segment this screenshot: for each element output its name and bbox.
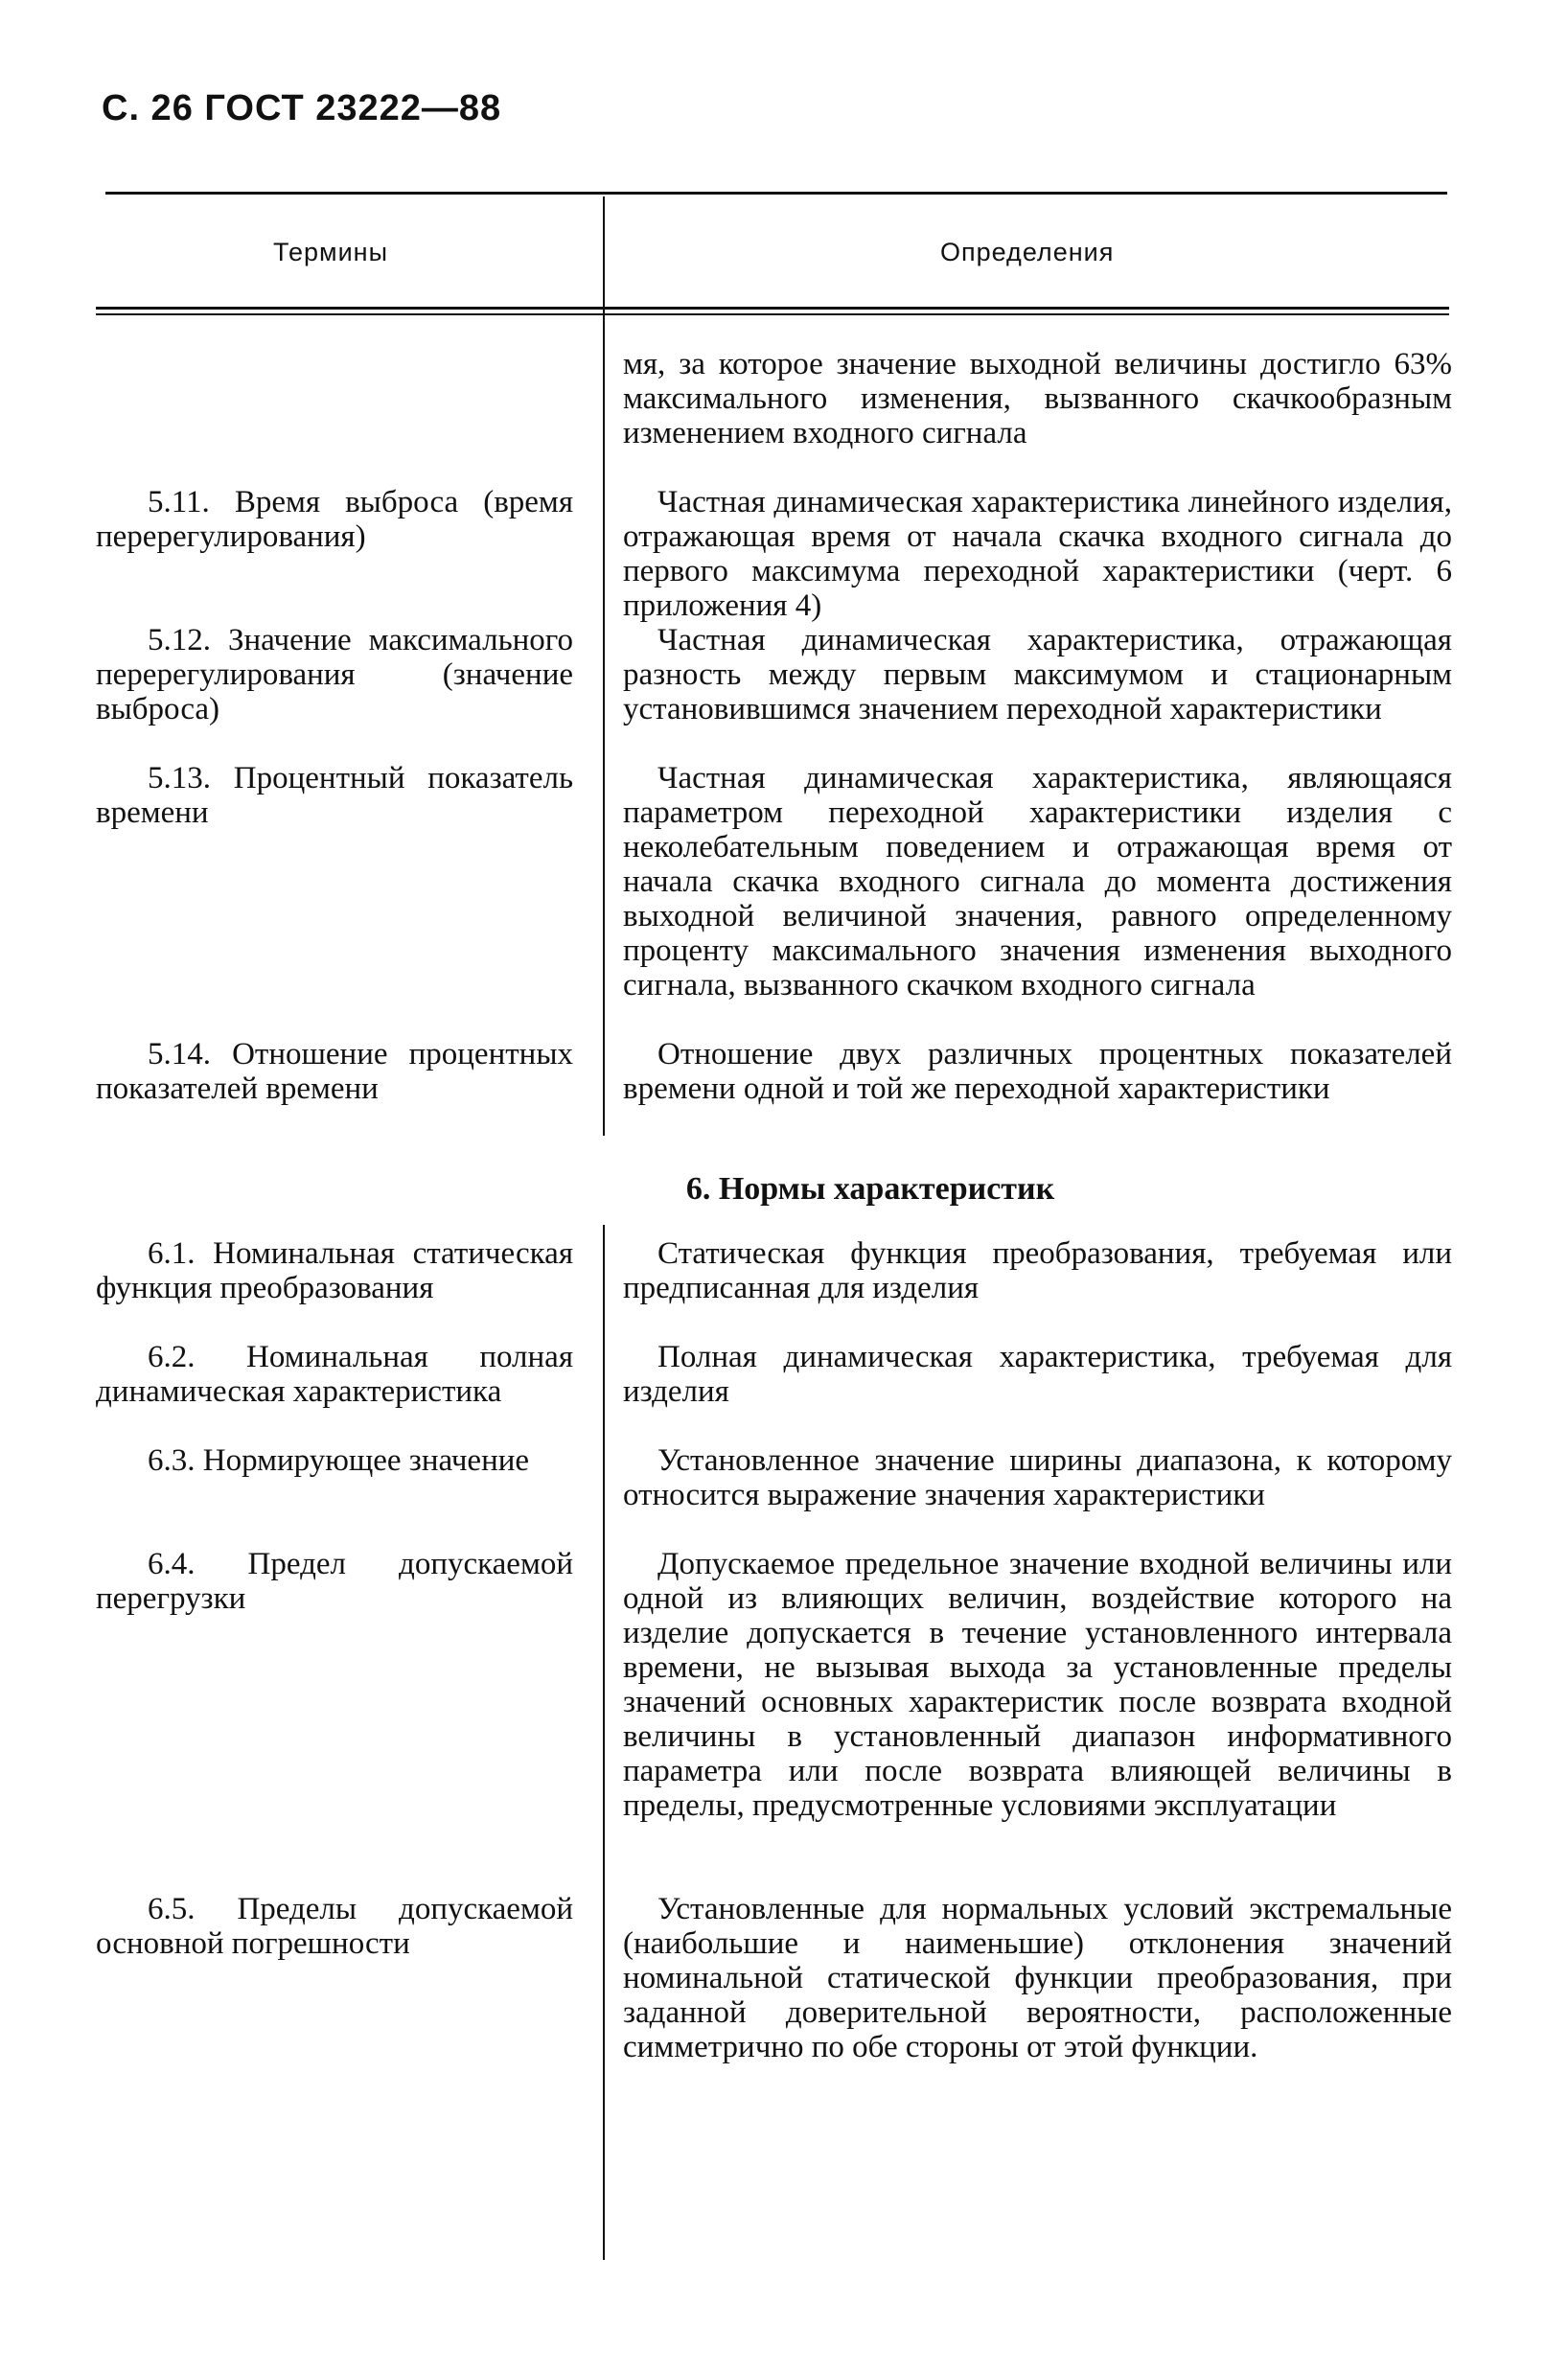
term-6-5: 6.5. Пределы допускаемой основной погрешности xyxy=(96,1892,573,1961)
page-header: С. 26 ГОСТ 23222—88 xyxy=(102,88,502,128)
column-header-terms: Термины xyxy=(273,238,388,266)
definition-6-4: Допускаемое предельное значение входной величины или одной из влияющих величин, воздействие которого на изделие допускается в течение установленного интервала времени, не вызывая выхода за установленные пределы значений основных характеристик после возврата входной величины в установленный диапазон информативного параметра или после возврата влияющей величины в пределы, предусмотренные условиями эксплуатации xyxy=(623,1547,1452,1823)
header-bottom-rule-2 xyxy=(96,313,1449,315)
definition-6-3: Установленное значение ширины диапазона, к которому относится выражение значения характеристики xyxy=(623,1443,1452,1512)
definition-continuation: мя, за которое значение выходной величины достигло 63% максимального изменения, вызванного скачкообразным изменением входного сигнала xyxy=(623,347,1452,450)
term-5-12: 5.12. Значение максимального перерегулирования (значение выброса) xyxy=(96,623,573,726)
header-bottom-rule xyxy=(96,307,1449,310)
definition-5-13: Частная динамическая характеристика, являющаяся параметром переходной характеристики изделия с неколебательным поведением и отражающая время от начала скачка входного сигнала до момента достижения выходной величиной значения, равного определенному проценту максимального значения изменения выходного сигнала, вызванного скачком входного сигнала xyxy=(623,761,1452,1002)
term-5-14: 5.14. Отношение процентных показателей времени xyxy=(96,1037,573,1106)
term-6-1: 6.1. Номинальная статическая функция преобразования xyxy=(96,1236,573,1305)
column-header-definitions: Определения xyxy=(940,238,1115,266)
definition-6-2: Полная динамическая характеристика, требуемая для изделия xyxy=(623,1340,1452,1409)
definition-5-11: Частная динамическая характеристика линейного изделия, отражающая время от начала скачка входного сигнала до первого максимума переходной характеристики (черт. 6 приложения 4) xyxy=(623,485,1452,623)
column-divider-lower xyxy=(603,1225,605,2260)
term-6-3: 6.3. Нормирующее значение xyxy=(148,1443,530,1478)
term-5-11: 5.11. Время выброса (время перерегулирования) xyxy=(96,485,573,554)
term-6-4: 6.4. Предел допускаемой перегрузки xyxy=(96,1547,573,1616)
definition-5-14: Отношение двух различных процентных показателей времени одной и той же переходной характеристики xyxy=(623,1037,1452,1106)
definition-5-12: Частная динамическая характеристика, отражающая разность между первым максимумом и стационарным установившимся значением переходной характеристики xyxy=(623,623,1452,726)
definition-6-1: Статическая функция преобразования, требуемая или предписанная для изделия xyxy=(623,1236,1452,1305)
term-5-13: 5.13. Процентный показатель времени xyxy=(96,761,573,830)
column-divider-upper xyxy=(603,196,605,1136)
term-6-2: 6.2. Номинальная полная динамическая характеристика xyxy=(96,1340,573,1409)
table-top-rule xyxy=(105,192,1447,195)
definition-6-5: Установленные для нормальных условий экстремальные (наибольшие и наименьшие) отклонения значений номинальной статической функции преобразования, при заданной доверительной вероятности, расположенные симметрично по обе стороны от этой функции. xyxy=(623,1892,1452,2064)
section-title: 6. Нормы характеристик xyxy=(685,1171,1055,1207)
